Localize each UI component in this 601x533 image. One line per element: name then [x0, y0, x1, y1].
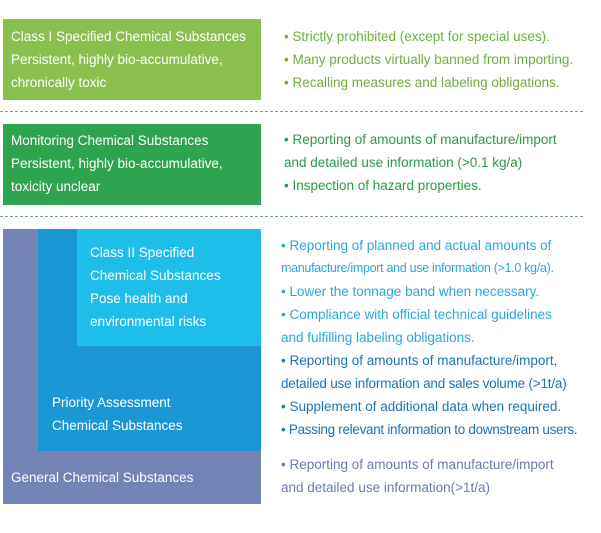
class1-bullet: • Many products virtually banned from importing.: [284, 52, 574, 67]
divider-line: [0, 216, 583, 217]
priority-title-line2: Chemical Substances: [52, 418, 183, 433]
monitoring-bullet: and detailed use information (>0.1 kg/a): [284, 155, 523, 170]
priority-bullet: detailed use information and sales volume (>1t/a): [281, 376, 567, 391]
divider-line: [0, 111, 583, 112]
general-bullet: • Reporting of amounts of manufacture/import: [281, 457, 554, 472]
class2-description: [281, 234, 554, 349]
class1-description: [284, 25, 573, 94]
monitoring-property-line2: toxicity unclear: [11, 179, 101, 194]
priority-title-line1: Priority Assessment: [52, 395, 171, 410]
general-description: [281, 453, 554, 499]
priority-description: [281, 349, 577, 441]
monitoring-box: [3, 124, 261, 205]
priority-bullet: • Supplement of additional data when required.: [281, 399, 562, 414]
priority-bullet: • Passing relevant information to downstream users.: [281, 422, 578, 437]
class1-property-line1: Persistent, highly bio-accumulative,: [11, 52, 223, 67]
general-bullet: and detailed use information(>1t/a): [281, 480, 491, 495]
monitoring-bullet: • Reporting of amounts of manufacture/import: [284, 132, 557, 147]
class2-bullet: manufacture/import and use information (>1.0 kg/a).: [281, 261, 554, 275]
general-title: General Chemical Substances: [11, 470, 194, 485]
class2-property-line1: Pose health and: [90, 291, 188, 306]
class2-bullet: and fulfilling labeling obligations.: [281, 330, 475, 345]
class1-bullet: • Strictly prohibited (except for special uses).: [284, 29, 550, 44]
priority-bullet: • Reporting of amounts of manufacture/import,: [281, 353, 558, 368]
class2-title-line1: Class II Specified: [90, 245, 195, 260]
class2-title-line2: Chemical Substances: [90, 268, 221, 283]
class1-property-line2: chronically toxic: [11, 75, 107, 90]
monitoring-title: Monitoring Chemical Substances: [11, 133, 209, 148]
monitoring-bullet: • Inspection of hazard properties.: [284, 178, 482, 193]
class1-title: Class I Specified Chemical Substances: [11, 29, 246, 44]
class2-bullet: • Reporting of planned and actual amounts of: [281, 238, 552, 253]
class1-bullet: • Recalling measures and labeling obligations.: [284, 75, 560, 90]
class1-box: [3, 19, 261, 100]
class2-box: [77, 229, 261, 346]
class2-property-line2: environmental risks: [90, 314, 207, 329]
monitoring-property-line1: Persistent, highly bio-accumulative,: [11, 156, 223, 171]
class2-bullet: • Lower the tonnage band when necessary.: [281, 284, 540, 299]
class2-bullet: • Compliance with official technical guidelines: [281, 307, 552, 322]
monitoring-description: [284, 128, 557, 197]
